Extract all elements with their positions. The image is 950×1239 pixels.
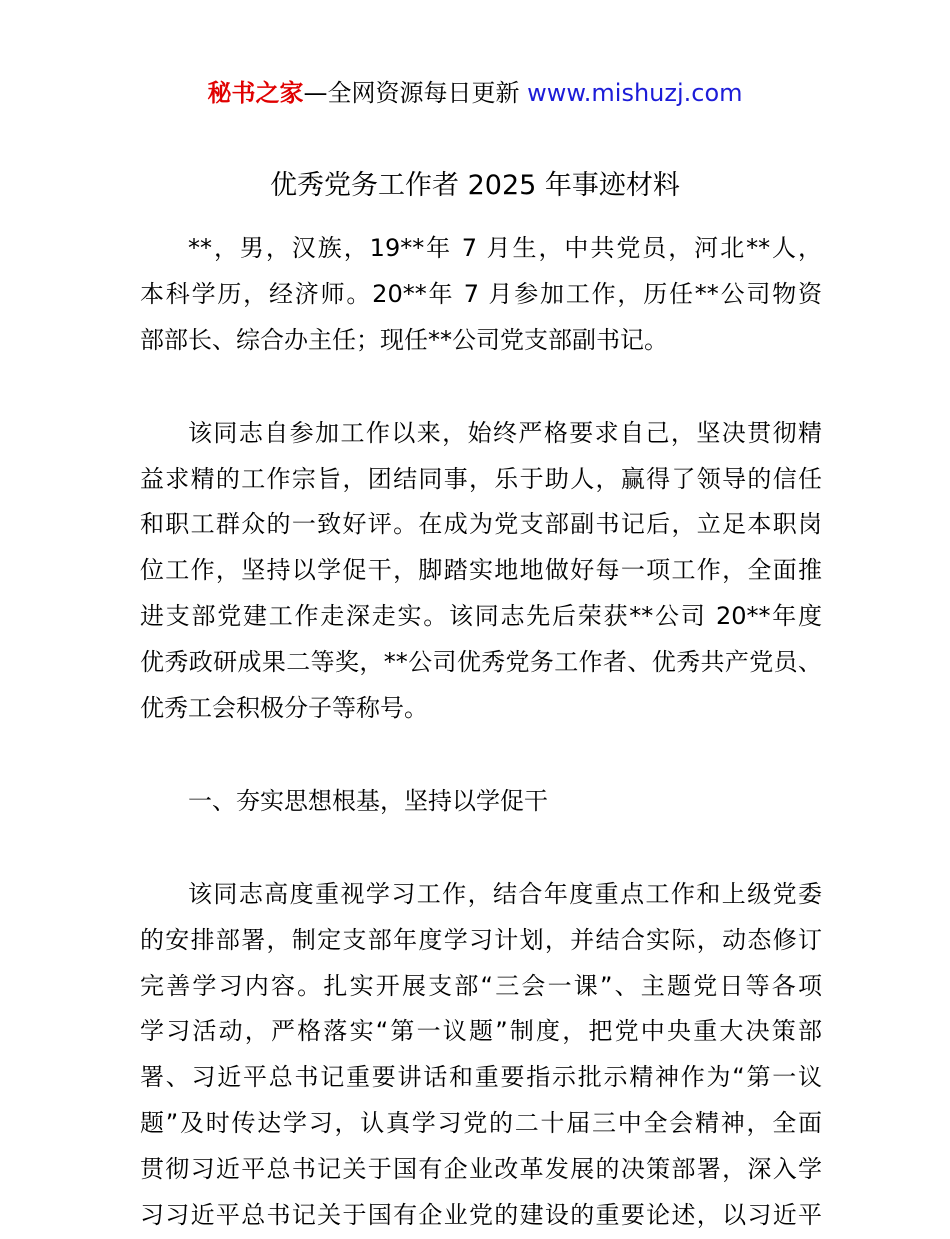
paragraph-line: 本科学历，经济师。20**年 7 月参加工作，历任**公司物资 xyxy=(140,279,822,308)
section-heading xyxy=(140,779,822,825)
paragraph-line: 和职工群众的一致好评。在成为党支部副书记后，立足本职岗 xyxy=(140,510,822,539)
paragraph-line: 学习活动，严格落实“第一议题”制度，把党中央重大决策部 xyxy=(140,1017,822,1046)
banner-tagline: —全网资源每日更新 xyxy=(303,79,528,107)
section-heading-text: 一、夯实思想根基，坚持以学促干 xyxy=(188,786,548,815)
paragraph-line: 进支部党建工作走深走实。该同志先后荣获**公司 20**年度 xyxy=(140,602,822,631)
paragraph-spacer xyxy=(140,825,822,872)
paragraph-line: 位工作，坚持以学促干，脚踏实地地做好每一项工作，全面推 xyxy=(140,556,822,585)
paragraph-study xyxy=(140,872,822,1239)
paragraph-line: 优秀政研成果二等奖，**公司优秀党务工作者、优秀共产党员、 xyxy=(140,648,822,677)
paragraph-line: 优秀工会积极分子等称号。 xyxy=(140,694,428,723)
paragraph-line: 部部长、综合办主任；现任**公司党支部副书记。 xyxy=(140,325,668,354)
paragraph-line: 益求精的工作宗旨，团结同事，乐于助人，赢得了领导的信任 xyxy=(140,464,822,493)
site-banner xyxy=(0,76,950,110)
brand-name: 秘书之家 xyxy=(207,79,304,107)
paragraph-spacer xyxy=(140,364,822,411)
paragraph-line: 该同志高度重视学习工作，结合年度重点工作和上级党委 xyxy=(188,879,822,908)
paragraph-overview xyxy=(140,411,822,732)
paragraph-line: 署、习近平总书记重要讲话和重要指示批示精神作为“第一议 xyxy=(140,1063,822,1092)
paragraph-profile xyxy=(140,226,822,364)
document-title: 优秀党务工作者 2025 年事迹材料 xyxy=(270,170,680,201)
paragraph-line: 习习近平总书记关于国有企业党的建设的重要论述，以习近平 xyxy=(140,1201,822,1230)
paragraph-line: 题”及时传达学习，认真学习党的二十届三中全会精神，全面 xyxy=(140,1109,822,1138)
paragraph-line: 贯彻习近平总书记关于国有企业改革发展的决策部署，深入学 xyxy=(140,1155,822,1184)
paragraph-line: 该同志自参加工作以来，始终严格要求自己，坚决贯彻精 xyxy=(188,418,822,447)
paragraph-line: 的安排部署，制定支部年度学习计划，并结合实际，动态修订 xyxy=(140,925,822,954)
paragraph-line: **，男，汉族，19**年 7 月生，中共党员，河北**人， xyxy=(188,234,822,262)
paragraph-spacer xyxy=(140,732,822,779)
document-body xyxy=(140,226,822,1239)
paragraph-line: 完善学习内容。扎实开展支部“三会一课”、主题党日等各项 xyxy=(140,971,822,1000)
site-url-link[interactable]: www.mishuzj.com xyxy=(527,79,743,107)
